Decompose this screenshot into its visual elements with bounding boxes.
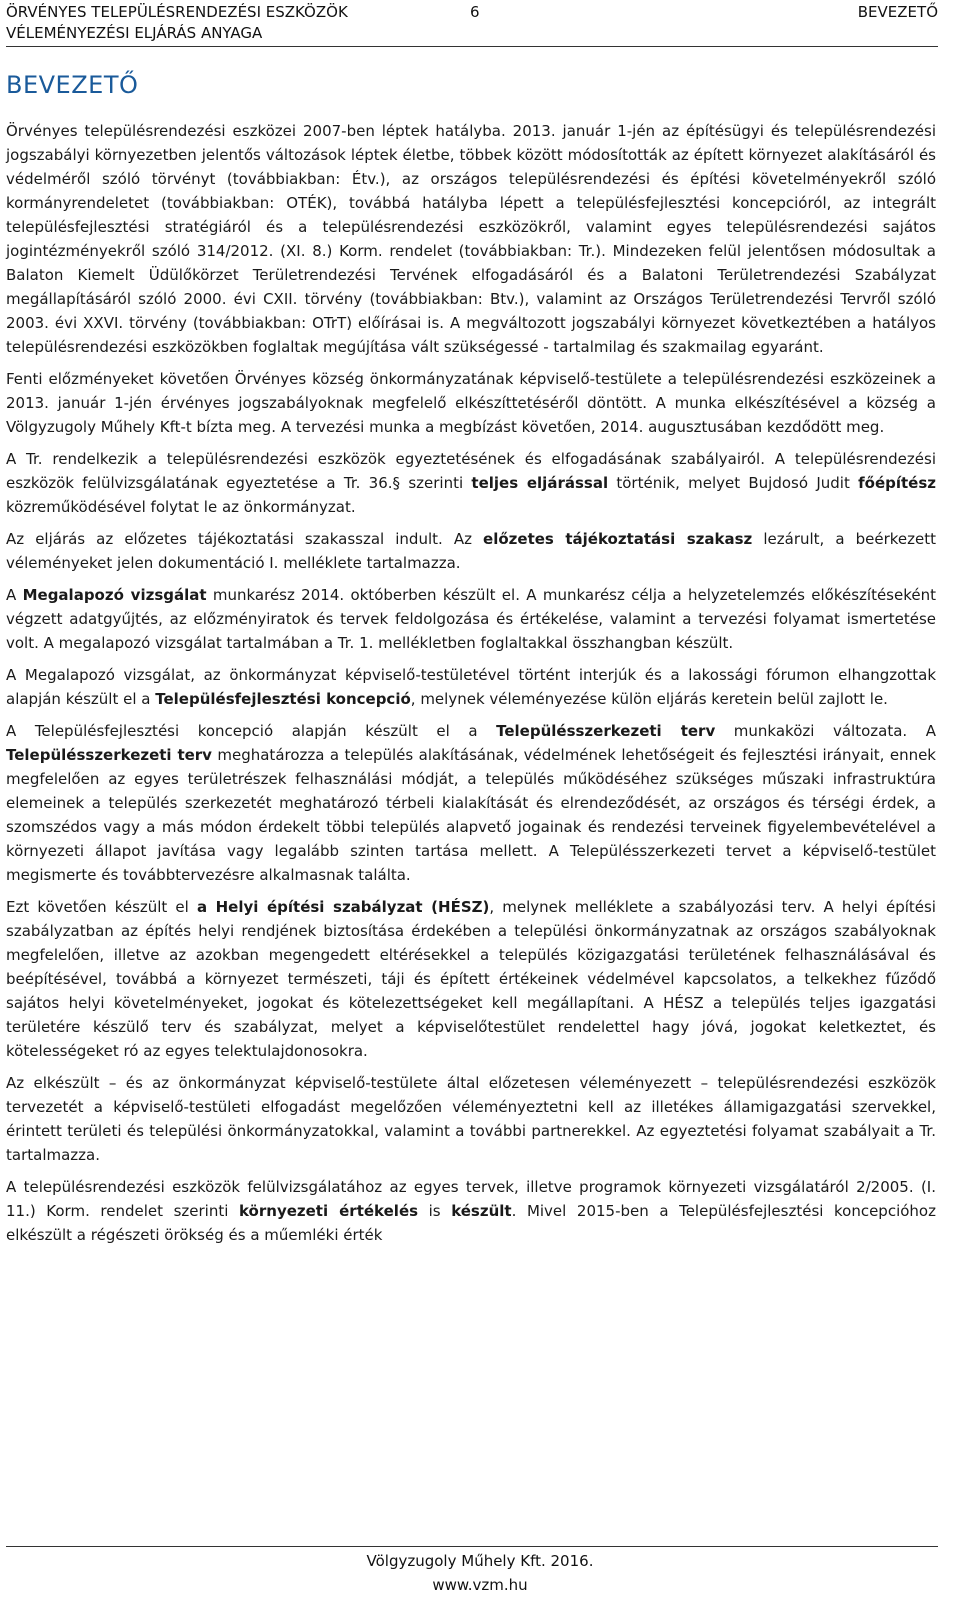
page-number: 6: [470, 3, 480, 21]
footer-website: www.vzm.hu: [432, 1576, 528, 1594]
paragraph: Ezt követően készült el a Helyi építési szabályzat (HÉSZ), melynek melléklete a szabályozási terv. A helyi építési szabályzatban az építés helyi rendjének biztosítása érdekében a települési önkormányzatnak az országos szabályoknak megfelelően, illetve az azokban megengedett eltérésekkel a település közigazgatási területének felhasználásával és beépítésével, továbbá a környezet természeti, táji és épített értékeinek védelmével kapcsolatos, a telkekhez fűződő sajátos helyi követelményeket, jogokat és kötelezettségeket kell megállapítani. A HÉSZ a település teljes igazgatási területére készülő terv és szabályzat, melyet a képviselőtestület rendelettel hagy jóvá, jogokat keletkeztet, és kötelességeket ró az egyes telektulajdonosokra.: [6, 898, 936, 1060]
emphasis: környezeti értékelés: [238, 1202, 419, 1220]
paragraph: A Megalapozó vizsgálat, az önkormányzat képviselő-testületével történt interjúk és a lakossági fórumon elhangzottak alapján készült el a Településfejlesztési koncepció, melynek véleményezése külön eljárás keretein belül zajlott le.: [6, 666, 936, 708]
page-header: [6, 2, 938, 44]
paragraph: Örvényes településrendezési eszközei 2007-ben léptek hatályba. 2013. január 1-jén az építésügyi és településrendezési jogszabályi környezetben jelentős változások léptek életbe, többek között módosították az épített környezet alakításáról és védelméről szóló törvényt (továbbiakban: Étv.), az országos településrendezési és építési követelményekről szóló kormányrendeletet (továbbiakban: OTÉK), továbbá hatályba lépett a településfejlesztési koncepcióról, az integrált településfejlesztési stratégiáról és a településrendezési eszközökről, valamint egyes településrendezési sajátos jogintézményekről szóló 314/2012. (XI. 8.) Korm. rendelet (továbbiakban: Tr.). Mindezeken felül jelentősen módosultak a Balaton Kiemelt Üdülőkörzet Területrendezési Tervének elfogadásáról és a Balatoni Területrendezési Szabályzat megállapításáról szóló 2000. évi CXII. törvény (továbbiakban: Btv.), valamint az Országos Területrendezési Tervről szóló 2003. évi XXVI. törvény (továbbiakban: OTrT) előírásai is. A megváltozott jogszabályi környezet következtében a hatályos településrendezési eszközökben foglaltak megújítása vált szükségessé - tartalmilag és szakmailag egyaránt.: [6, 122, 936, 356]
document-title: ÖRVÉNYES TELEPÜLÉSRENDEZÉSI ESZKÖZÖK: [6, 3, 348, 21]
paragraph: A Településfejlesztési koncepció alapján készült el a Településszerkezeti terv munkaközi változata. A Településszerkezeti terv meghatározza a település alakításának, védelmének lehetőségeit és fejlesztési irányait, ennek megfelelően az egyes területrészek felhasználási módját, a település működéséhez szükséges műszaki infrastruktúra elemeinek a település szerkezetét meghatározó térbeli kialakítását és elrendeződését, az országos és térségi érdek, a szomszédos vagy a más módon érdekelt többi település alapvető jogainak és rendezési terveinek figyelembevételével a környezeti állapot javítása vagy legalább szinten tartása mellett. A Településszerkezeti tervet a képviselő-testület megismerte és továbbtervezésre alkalmasnak találta.: [6, 722, 936, 884]
paragraph: Fenti előzményeket követően Örvényes község önkormányzatának képviselő-testülete a településrendezési eszközeinek a 2013. január 1-jén érvényes jogszabályoknak megfelelő elkészíttetéséről döntött. A munka elkészítésével a község a Völgyzugoly Műhely Kft-t bízta meg. A tervezési munka a megbízást követően, 2014. augusztusában kezdődött meg.: [6, 370, 936, 436]
section-name: BEVEZETŐ: [857, 3, 938, 21]
paragraph: A Tr. rendelkezik a településrendezési eszközök egyeztetésének és elfogadásának szabályairól. A településrendezési eszközök felülvizsgálatának egyeztetése a Tr. 36.§ szerinti teljes eljárással történik, melyet Bujdosó Judit főépítész közreműködésével folytat le az önkormányzat.: [6, 450, 936, 516]
body-text: [6, 119, 936, 1255]
footer-company: Völgyzugoly Műhely Kft. 2016.: [366, 1552, 594, 1570]
emphasis: a Helyi építési szabályzat (HÉSZ): [196, 898, 490, 916]
emphasis: Településszerkezeti terv: [496, 722, 716, 740]
page-footer: [0, 1549, 960, 1597]
emphasis: főépítész: [858, 474, 936, 492]
header-divider: [6, 46, 938, 47]
document-subtitle: VÉLEMÉNYEZÉSI ELJÁRÁS ANYAGA: [6, 24, 263, 42]
emphasis: Településszerkezeti terv: [6, 746, 212, 764]
footer-divider: [6, 1546, 938, 1547]
emphasis: előzetes tájékoztatási szakasz: [483, 530, 753, 548]
section-title: BEVEZETŐ: [6, 71, 139, 99]
paragraph: Az elkészült – és az önkormányzat képviselő-testülete által előzetesen véleményezett – településrendezési eszközök tervezetét a képviselő-testületi elfogadást megelőzően véleményeztetni kell az illetékes államigazgatási szervekkel, érintett területi és települési önkormányzatokkal, valamint a további partnerekkel. Az egyeztetési folyamat szabályait a Tr. tartalmazza.: [6, 1074, 936, 1164]
emphasis: Településfejlesztési koncepció: [155, 690, 411, 708]
paragraph: Az eljárás az előzetes tájékoztatási szakasszal indult. Az előzetes tájékoztatási szakasz lezárult, a beérkezett véleményeket jelen dokumentáció I. melléklete tartalmazza.: [6, 530, 937, 572]
emphasis: Megalapozó vizsgálat: [22, 586, 207, 604]
paragraph: A településrendezési eszközök felülvizsgálatához az egyes tervek, illetve programok környezeti vizsgálatáról 2/2005. (I. 11.) Korm. rendelet szerinti környezeti értékelés is készült. Mivel 2015-ben a Településfejlesztési koncepcióhoz elkészült a régészeti örökség és a műemléki érték: [6, 1178, 936, 1244]
paragraph: A Megalapozó vizsgálat munkarész 2014. októberben készült el. A munkarész célja a helyzetelemzés előkészítéseként végzett adatgyűjtés, az előzményiratok és tervek feldolgozása és értékelése, valamint a tervezési folyamat ismertetése volt. A megalapozó vizsgálat tartalmában a Tr. 1. mellékletben foglaltakkal összhangban készült.: [6, 586, 936, 652]
emphasis: teljes eljárással: [471, 474, 609, 492]
emphasis: készült: [451, 1202, 512, 1220]
